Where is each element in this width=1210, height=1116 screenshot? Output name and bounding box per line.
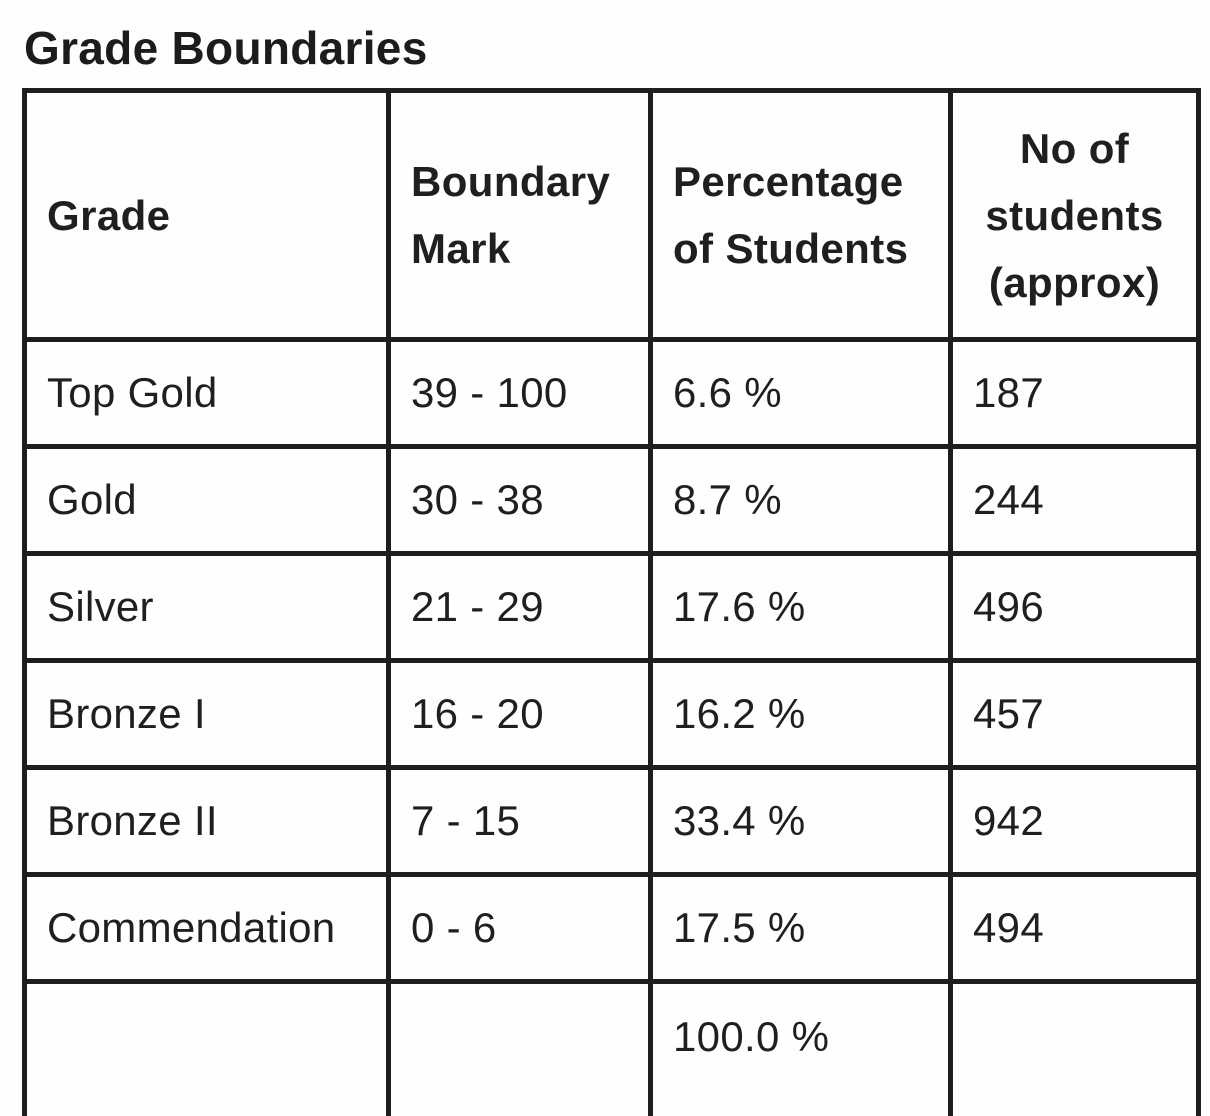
cell-grade: Bronze I: [25, 661, 389, 768]
header-row: [25, 91, 1199, 340]
cell-grade: Bronze II: [25, 768, 389, 875]
cell-percentage: 16.2 %: [651, 661, 951, 768]
page-title: Grade Boundaries: [24, 22, 428, 74]
table-row: [25, 340, 1199, 447]
cell-student-count: 244: [951, 447, 1199, 554]
table-row: [25, 554, 1199, 661]
table-row: [25, 447, 1199, 554]
cell-boundary-mark: 39 - 100: [389, 340, 651, 447]
cell-boundary-mark: 21 - 29: [389, 554, 651, 661]
total-percentage: 100.0 %: [651, 982, 951, 1116]
cell-grade: Silver: [25, 554, 389, 661]
cell-grade: Top Gold: [25, 340, 389, 447]
cell-percentage: 6.6 %: [651, 340, 951, 447]
cell-percentage: 17.6 %: [651, 554, 951, 661]
cell-grade: Commendation: [25, 875, 389, 982]
cell-student-count: 187: [951, 340, 1199, 447]
header-boundary-mark: Boundary Mark: [389, 91, 651, 340]
total-boundary-cell: [389, 982, 651, 1116]
header-grade: Grade: [25, 91, 389, 340]
cell-student-count: 494: [951, 875, 1199, 982]
cell-student-count: 457: [951, 661, 1199, 768]
cell-student-count: 942: [951, 768, 1199, 875]
total-grade-cell: [25, 982, 389, 1116]
cell-percentage: 33.4 %: [651, 768, 951, 875]
header-percentage-of-students: Percentage of Students: [651, 91, 951, 340]
header-number-of-students: No of students (approx): [951, 91, 1199, 340]
grade-boundaries-table: [22, 88, 1201, 1116]
cell-percentage: 8.7 %: [651, 447, 951, 554]
cell-grade: Gold: [25, 447, 389, 554]
cell-boundary-mark: 30 - 38: [389, 447, 651, 554]
total-row: [25, 982, 1199, 1116]
table-row: [25, 768, 1199, 875]
cell-boundary-mark: 0 - 6: [389, 875, 651, 982]
total-count-cell: [951, 982, 1199, 1116]
table-row: [25, 875, 1199, 982]
cell-boundary-mark: 16 - 20: [389, 661, 651, 768]
cell-student-count: 496: [951, 554, 1199, 661]
table-row: [25, 661, 1199, 768]
cell-boundary-mark: 7 - 15: [389, 768, 651, 875]
cell-percentage: 17.5 %: [651, 875, 951, 982]
